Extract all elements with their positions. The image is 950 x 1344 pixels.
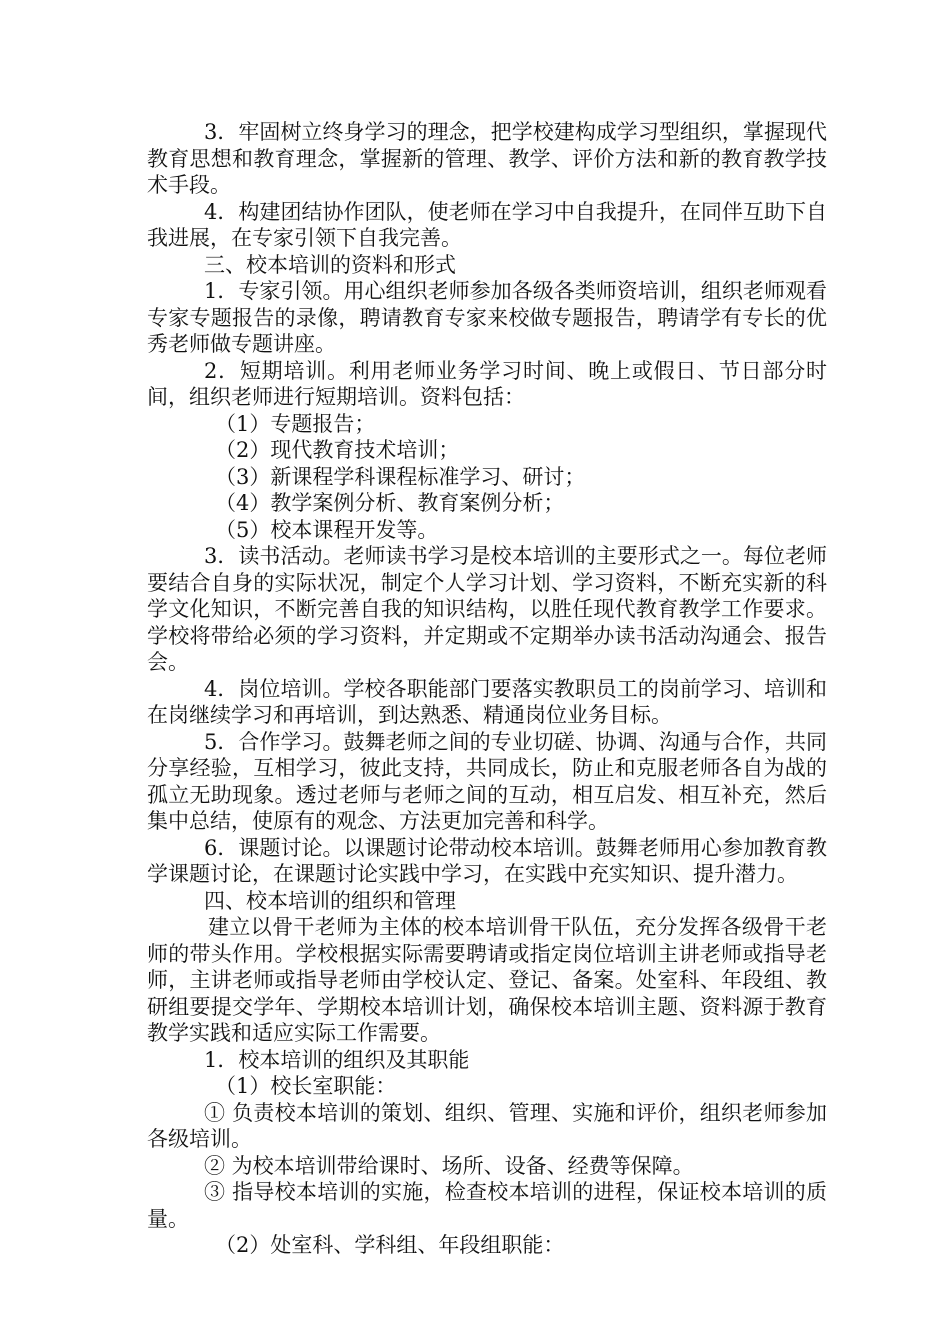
section-heading: 四、校本培训的组织和管理	[204, 888, 456, 913]
document-body	[147, 119, 827, 1259]
list-item: ③ 指导校本培训的实施，检查校本培训的进程，保证校本培训的质量。	[147, 1180, 827, 1231]
paragraph: 3．读书活动。老师读书学习是校本培训的主要形式之一。每位老师要结合自身的实际状况，制定个人学习计划、学习资料，不断充实新的科学文化知识，不断完善自我的知识结构，以胜任现代教育教学工作要求。学校将带给必须的学习资料，并定期或不定期举办读书活动沟通会、报告会。	[147, 544, 827, 674]
paragraph: 1．专家引领。用心组织老师参加各级各类师资培训，组织老师观看专家专题报告的录像，聘请教育专家来校做专题报告，聘请学有专长的优秀老师做专题讲座。	[147, 279, 827, 356]
section-heading: 三、校本培训的资料和形式	[204, 252, 456, 277]
list-item: （2）现代教育技术培训；	[215, 438, 460, 462]
paragraph: 3．牢固树立终身学习的理念，把学校建构成学习型组织，掌握现代教育思想和教育理念，掌握新的管理、教学、评价方法和新的教育教学技术手段。	[147, 120, 827, 197]
list-item: （1）校长室职能：	[215, 1074, 397, 1098]
paragraph: 5．合作学习。鼓舞老师之间的专业切磋、协调、沟通与合作，共同分享经验，互相学习，彼此支持，共同成长，防止和克服老师各自为战的孤立无助现象。透过老师与老师之间的互动，相互启发、相互补充，然后集中总结，使原有的观念、方法更加完善和科学。	[147, 729, 827, 833]
list-item: ① 负责校本培训的策划、组织、管理、实施和评价，组织老师参加各级培训。	[147, 1100, 827, 1151]
list-item: （5）校本课程开发等。	[215, 517, 439, 542]
paragraph: 2．短期培训。利用老师业务学习时间、晚上或假日、节日部分时间，组织老师进行短期培训。资料包括：	[147, 358, 827, 409]
list-item: （1）专题报告；	[215, 411, 376, 436]
paragraph: 4．岗位培训。学校各职能部门要落实教职员工的岗前学习、培训和在岗继续学习和再培训，到达熟悉、精通岗位业务目标。	[147, 676, 827, 727]
paragraph: 6．课题讨论。以课题讨论带动校本培训。鼓舞老师用心参加教育教学课题讨论，在课题讨论实践中学习，在实践中充实知识、提升潜力。	[147, 835, 827, 886]
list-item: （3）新课程学科课程标准学习、研讨；	[215, 464, 586, 489]
list-item: （2）处室科、学科组、年段组职能：	[215, 1233, 565, 1257]
subsection-heading: 1．校本培训的组织及其职能	[204, 1047, 470, 1072]
paragraph: 建立以骨干老师为主体的校本培训骨干队伍，充分发挥各级骨干老师的带头作用。学校根据实际需要聘请或指定岗位培训主讲老师或指导老师，主讲老师或指导老师由学校认定、登记、备案。处室科、年段组、教研组要提交学年、学期校本培训计划，确保校本培训主题、资料源于教育教学实践和适应实际工作需要。	[147, 915, 827, 1045]
list-item: ② 为校本培训带给课时、场所、设备、经费等保障。	[204, 1153, 694, 1178]
paragraph: 4．构建团结协作团队，使老师在学习中自我提升，在同伴互助下自我进展，在专家引领下自我完善。	[147, 199, 827, 250]
list-item: （4）教学案例分析、教育案例分析；	[215, 491, 565, 515]
